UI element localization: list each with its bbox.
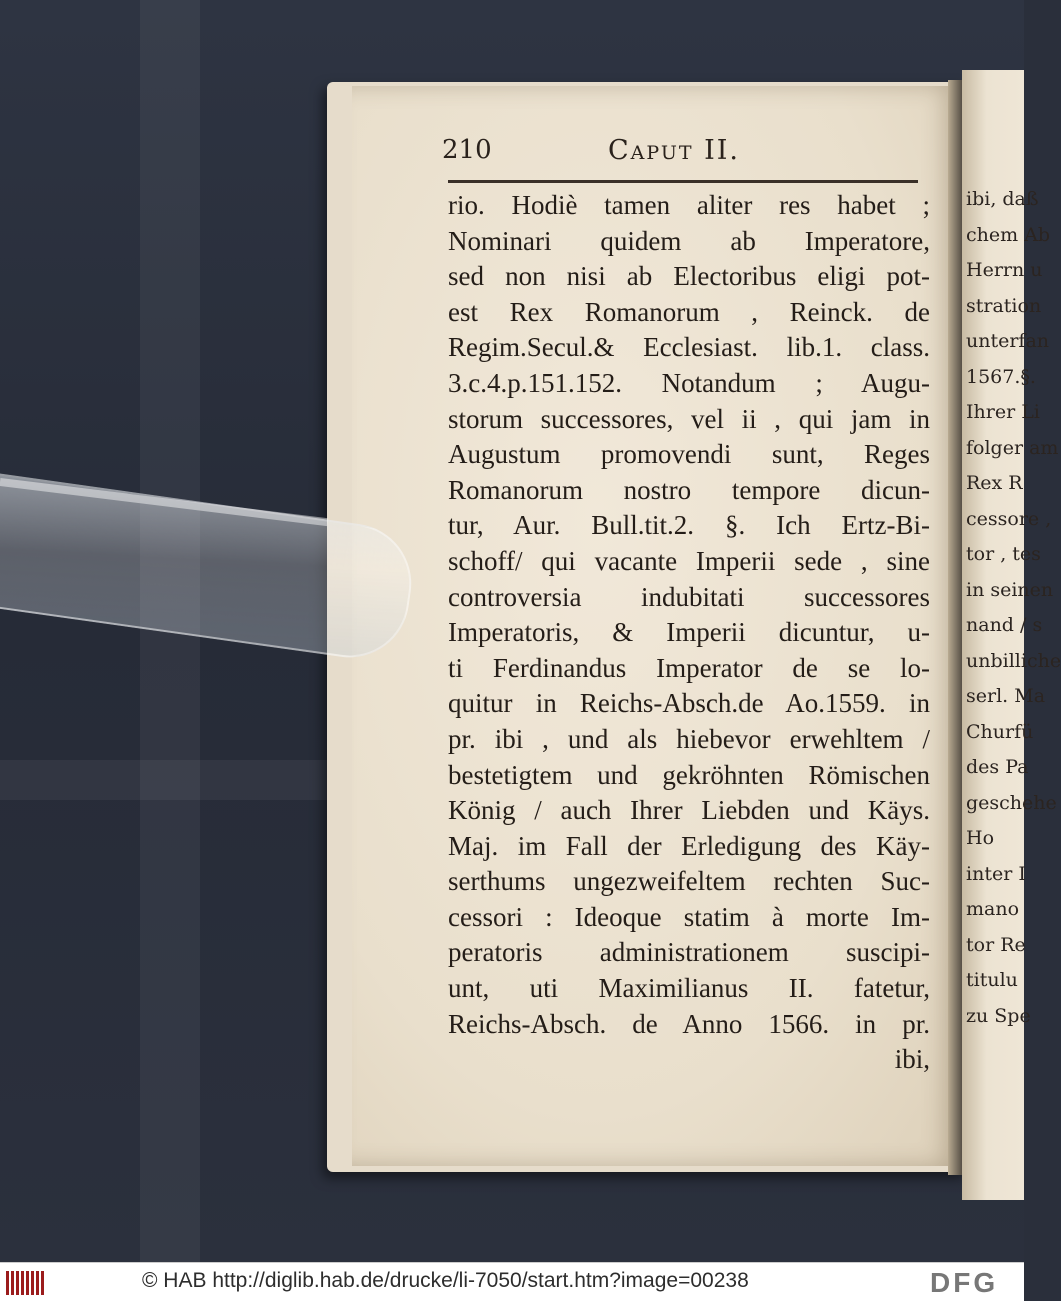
text-line: pr. ibi , und als hiebevor erwehltem / — [448, 723, 930, 754]
text-line: Romanorum nostro tempore dicun- — [448, 474, 930, 505]
facing-text-line: cessore , — [966, 507, 1052, 530]
text-line: controversia indubitati successores — [448, 581, 930, 612]
text-line: ti Ferdinandus Imperator de se lo- — [448, 652, 930, 683]
facing-text-line: 1567.§. — [966, 365, 1036, 388]
text-line: König / auch Ihrer Liebden und Käys. — [448, 795, 930, 826]
facing-text-line: tor , tes — [966, 543, 1041, 565]
facing-text-line: ibi, daß — [966, 188, 1039, 210]
text-line: sed non nisi ab Electoribus eligi pot- — [448, 261, 930, 292]
text-line: rio. Hodiè tamen aliter res habet ; — [448, 190, 930, 220]
facing-text-line: tor Re — [966, 933, 1026, 956]
text-line: Imperatoris, & Imperii dicuntur, u- — [448, 617, 930, 648]
cloth-fold — [0, 760, 330, 800]
chapter-title: Caput II. — [608, 135, 741, 166]
text-line: unt, uti Maximilianus II. fatetur, — [448, 973, 930, 1004]
facing-text-line: stration — [966, 294, 1042, 317]
facing-text-line: mano — [966, 898, 1020, 920]
text-line: Nominari quidem ab Imperatore, — [448, 225, 930, 256]
facing-text-line: geschehe — [966, 791, 1057, 814]
text-line: tur, Aur. Bull.tit.2. §. Ich Ertz-Bi- — [448, 510, 930, 541]
facing-text-line: Herrn u — [966, 259, 1043, 281]
text-line: cessori : Ideoque statim à morte Im- — [448, 901, 930, 932]
facing-text-line: unbilliche — [966, 649, 1061, 672]
text-line: peratoris administrationem suscipi- — [448, 937, 930, 968]
header-rule — [448, 180, 918, 183]
facing-page — [962, 70, 1061, 1200]
page-number: 210 — [442, 135, 492, 165]
facing-text-line: chem Ab — [966, 223, 1051, 246]
text-line: serthums ungezweifeltem rechten Suc- — [448, 866, 930, 897]
facing-text-line: serl. Ma — [966, 685, 1046, 707]
facing-text-line: folger am — [966, 436, 1059, 459]
text-line: schoff/ qui vacante Imperii sede , sine — [448, 545, 930, 576]
facing-text-line: in seinen — [966, 578, 1054, 601]
facing-text-line: zu Spe — [966, 1004, 1031, 1027]
text-line: storum successores, vel ii , qui jam in — [448, 403, 930, 434]
hab-logo-icon — [6, 1271, 48, 1295]
facing-text-line: inter I — [966, 862, 1026, 885]
dfg-logo: DFG — [930, 1267, 999, 1298]
text-line: 3.c.4.p.151.152. Notandum ; Augu- — [448, 367, 930, 398]
footer-bar — [0, 1262, 1024, 1301]
text-line: Reichs-Absch. de Anno 1566. in pr. — [448, 1008, 930, 1039]
text-line: bestetigtem und gekröhnten Römischen — [448, 759, 930, 790]
text-line: est Rex Romanorum , Reinck. de — [448, 296, 930, 327]
facing-text-line: titulu — [966, 969, 1018, 991]
facing-text-line: Ihrer Li — [966, 401, 1040, 423]
facing-text-line: Churfü — [966, 720, 1034, 743]
source-credit: © HAB http://diglib.hab.de/drucke/li-7050/start.htm?image=00238 — [142, 1269, 749, 1292]
text-line: Maj. im Fall der Erledigung des Käy- — [448, 830, 930, 861]
facing-text-line: Ho — [966, 827, 995, 849]
facing-page-text — [966, 182, 1061, 1034]
text-line: Regim.Secul.& Ecclesiast. lib.1. class. — [448, 332, 930, 363]
text-line: quitur in Reichs-Absch.de Ao.1559. in — [448, 688, 930, 719]
facing-text-line: unterfan — [966, 330, 1050, 352]
facing-text-line: Rex R — [966, 472, 1023, 494]
text-line: Augustum promovendi sunt, Reges — [448, 439, 930, 470]
text-line: ibi, — [894, 1044, 930, 1075]
page-body-text — [448, 188, 930, 1078]
facing-text-line: nand / s — [966, 614, 1043, 636]
running-head — [442, 135, 942, 175]
facing-text-line: des Pa — [966, 756, 1029, 778]
